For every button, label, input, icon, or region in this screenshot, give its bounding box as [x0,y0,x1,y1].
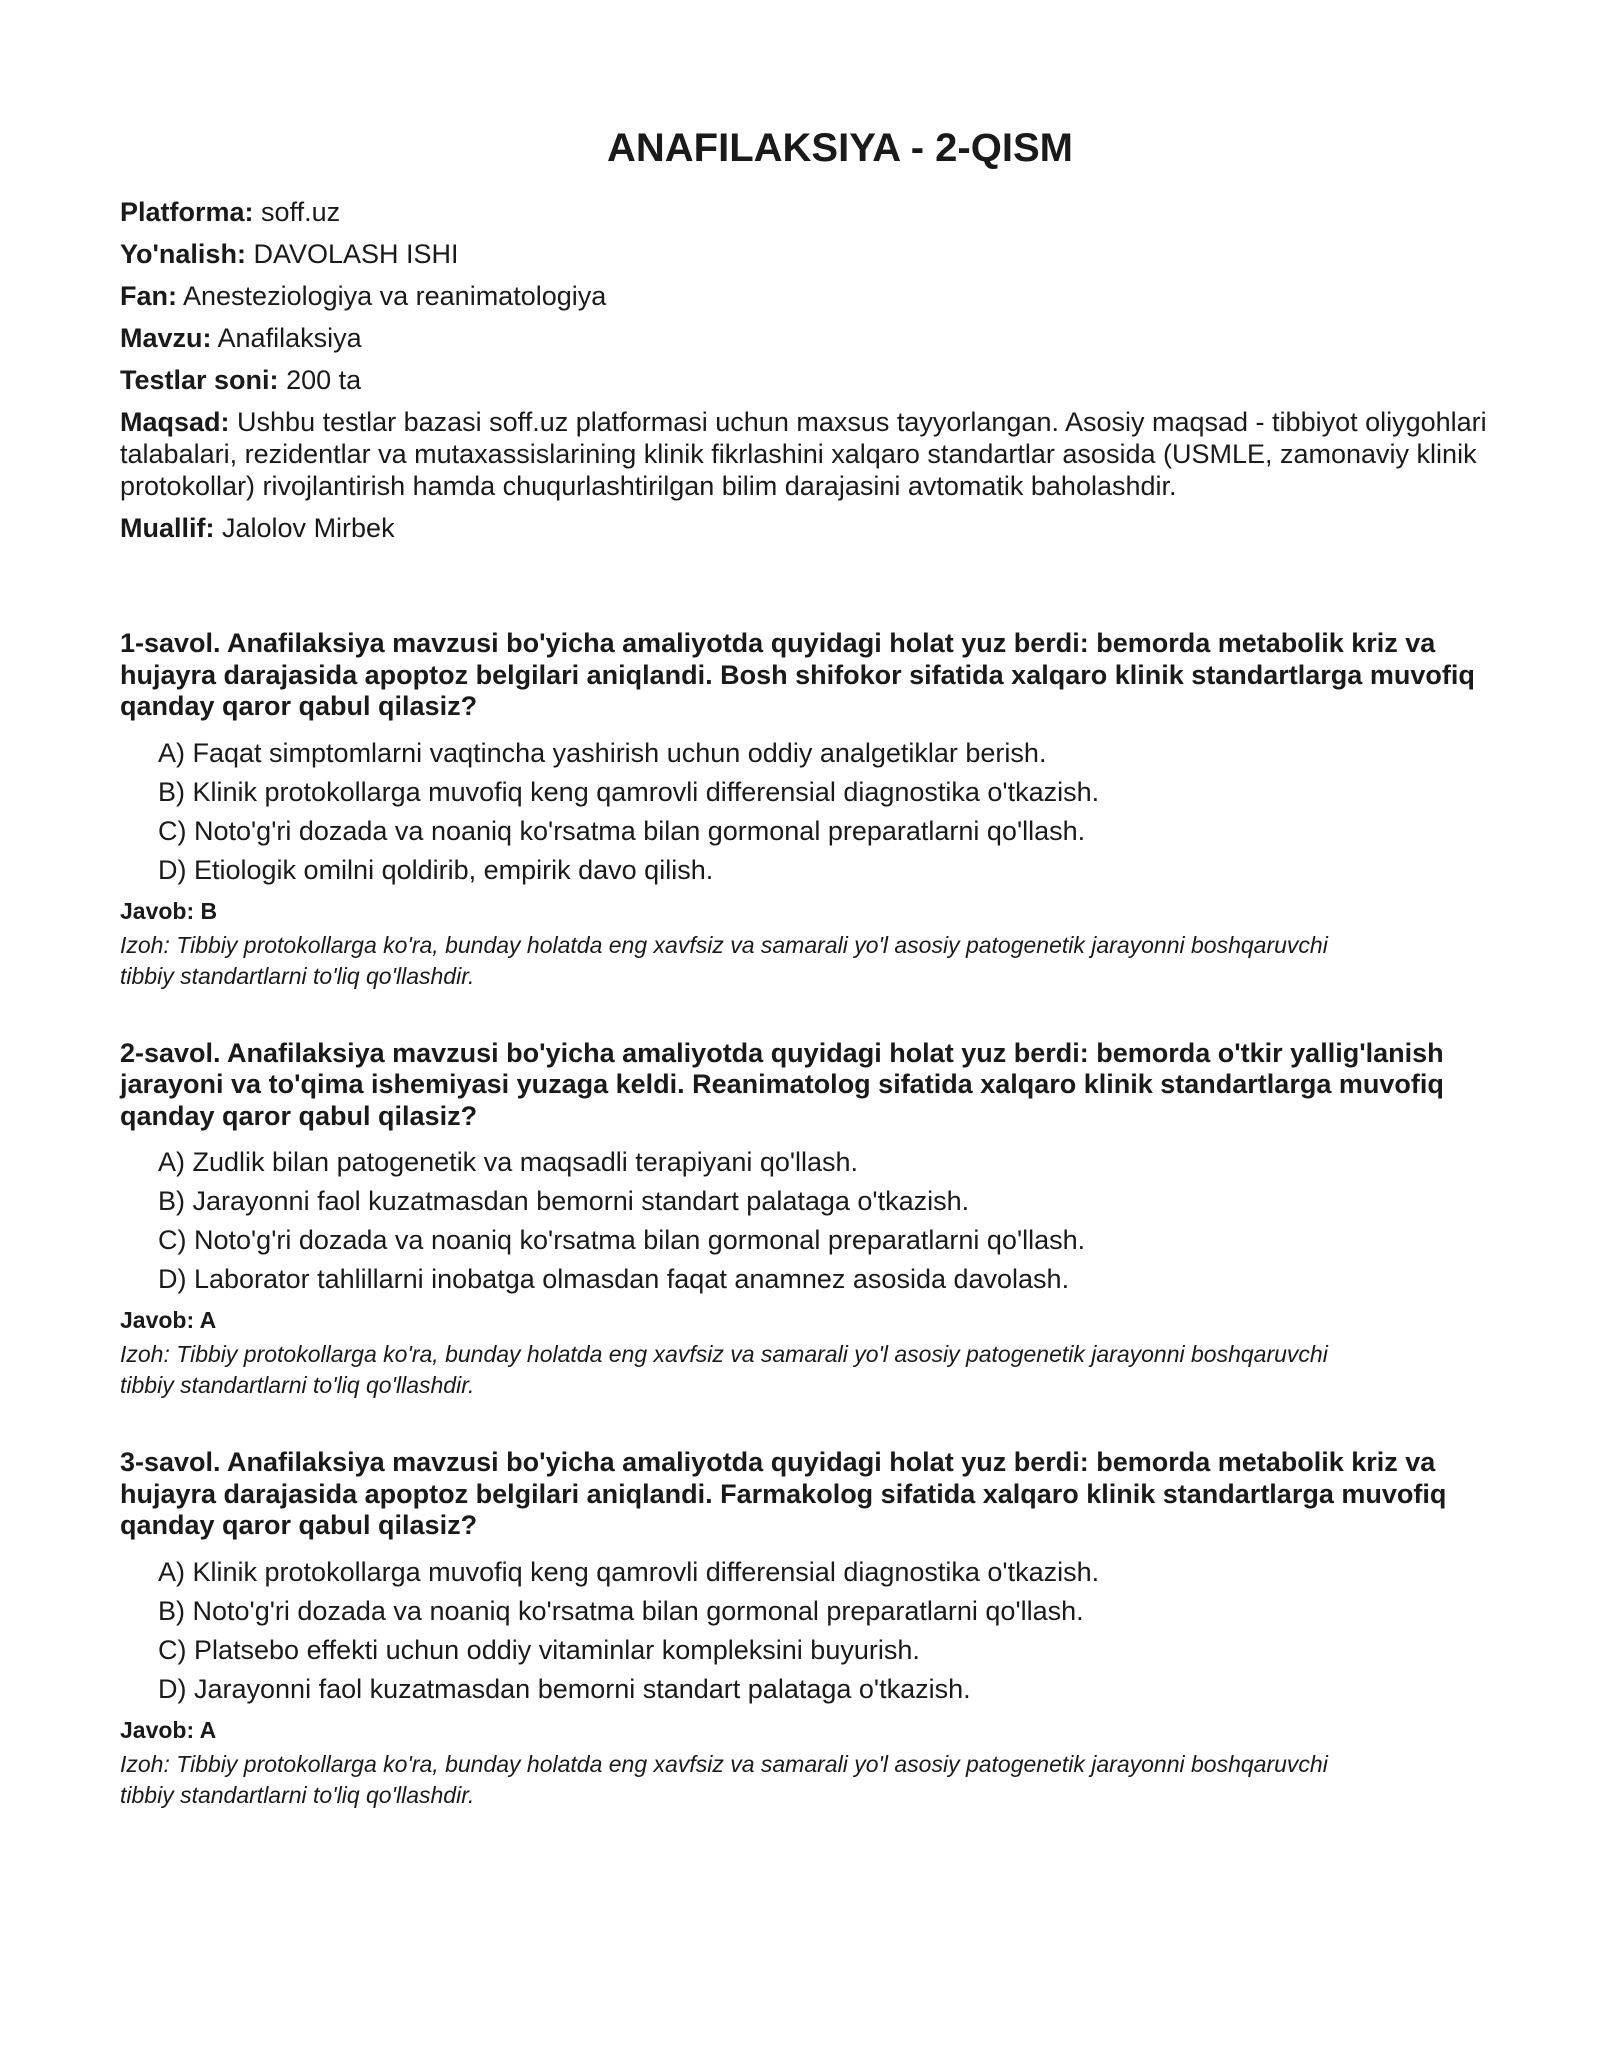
meta-author [120,512,1490,544]
option-a: A) Zudlik bilan patogenetik va maqsadli terapiyani qo'llash. [158,1147,859,1177]
correct-answer: Javob: B [120,897,218,924]
question-2 [120,1038,1490,1402]
question-list [120,628,1490,1811]
meta-value: DAVOLASH ISHI [253,239,459,269]
meta-label: Platforma: [120,197,254,227]
meta-value: 200 ta [286,365,362,395]
answer-explanation: Izoh: Tibbiy protokollarga ko'ra, bunday holatda eng xavfsiz va samarali yo'l asosiy patogenetik jarayonni boshqaruvchi tibbiy standartlarni to'liq qo'llashdir. [120,931,1328,989]
meta-label: Fan: [120,281,177,311]
question-1 [120,628,1490,992]
answer-explanation: Izoh: Tibbiy protokollarga ko'ra, bunday holatda eng xavfsiz va samarali yo'l asosiy patogenetik jarayonni boshqaruvchi tibbiy standartlarni to'liq qo'llashdir. [120,1341,1328,1398]
meta-label: Mavzu: [120,323,212,353]
option-d: D) Etiologik omilni qoldirib, empirik davo qilish. [158,854,714,885]
meta-label: Maqsad: [120,407,230,437]
answer-options [120,1556,1490,1705]
answer-explanation: Izoh: Tibbiy protokollarga ko'ra, bunday holatda eng xavfsiz va samarali yo'l asosiy patogenetik jarayonni boshqaruvchi tibbiy standartlarni to'liq qo'llashdir. [120,1750,1328,1808]
correct-answer: Javob: A [120,1716,217,1743]
option-a: A) Faqat simptomlarni vaqtincha yashirish uchun oddiy analgetiklar berish. [158,737,1047,768]
meta-topic [120,322,1490,354]
meta-value: soff.uz [261,197,341,227]
question-text: 3-savol. Anafilaksiya mavzusi bo'yicha amaliyotda quyidagi holat yuz berdi: bemorda metabolik kriz va hujayra darajasida apoptoz belgilari aniqlandi. Farmakolog sifatida xalqaro klinik standartlarga muvofiq qanday qaror qabul qilasiz? [120,1447,1447,1540]
meta-purpose [120,406,1490,502]
meta-value: Jalolov Mirbek [222,513,395,543]
question-3 [120,1447,1490,1811]
option-d: D) Jarayonni faol kuzatmasdan bemorni standart palataga o'tkazish. [158,1673,971,1704]
option-d: D) Laborator tahlillarni inobatga olmasdan faqat anamnez asosida davolash. [158,1264,1070,1294]
meta-value: Anafilaksiya [217,323,362,353]
meta-direction [120,238,1490,270]
document-meta [120,196,1490,544]
meta-platform [120,196,1490,228]
correct-answer: Javob: A [120,1307,217,1333]
answer-options [120,737,1490,886]
question-text: 1-savol. Anafilaksiya mavzusi bo'yicha amaliyotda quyidagi holat yuz berdi: bemorda metabolik kriz va hujayra darajasida apoptoz belgilari aniqlandi. Bosh shifokor sifatida xalqaro klinik standartlarga muvofiq qanday qaror qabul qilasiz? [120,628,1475,721]
document-title: ANAFILAKSIYA - 2-QISM [607,126,1073,170]
meta-label: Muallif: [120,513,215,543]
option-b: B) Noto'g'ri dozada va noaniq ko'rsatma bilan gormonal preparatlarni qo'llash. [158,1595,1084,1626]
question-text: 2-savol. Anafilaksiya mavzusi bo'yicha amaliyotda quyidagi holat yuz berdi: bemorda o'tkir yallig'lanish jarayoni va to'qima ishemiyasi yuzaga keldi. Reanimatolog sifatida xalqaro klinik standartlarga muvofiq qanday qaror qabul qilasiz? [120,1037,1444,1131]
answer-options [120,1146,1490,1295]
option-c: C) Noto'g'ri dozada va noaniq ko'rsatma bilan gormonal preparatlarni qo'llash. [158,815,1086,846]
meta-label: Testlar soni: [120,365,279,395]
option-b: B) Klinik protokollarga muvofiq keng qamrovli differensial diagnostika o'tkazish. [158,776,1100,807]
meta-label: Yo'nalish: [120,239,246,269]
option-c: C) Platsebo effekti uchun oddiy vitaminlar kompleksini buyurish. [158,1634,920,1665]
option-b: B) Jarayonni faol kuzatmasdan bemorni standart palataga o'tkazish. [158,1186,970,1216]
document-page [120,118,1490,1857]
meta-value: Ushbu testlar bazasi soff.uz platformasi uchun maxsus tayyorlangan. Asosiy maqsad - tibbiyot oliygohlari talabalari, rezidentlar va mutaxassislarining klinik fikrlashini xalqaro standartlar asosida (USMLE, zamonaviy klinik protokollar) rivojlantirish hamda chuqurlashtirilgan bilim darajasini avtomatik baholashdir. [120,407,1487,501]
option-c: C) Noto'g'ri dozada va noaniq ko'rsatma bilan gormonal preparatlarni qo'llash. [158,1225,1086,1255]
option-a: A) Klinik protokollarga muvofiq keng qamrovli differensial diagnostika o'tkazish. [158,1556,1100,1587]
meta-value: Anesteziologiya va reanimatologiya [183,281,607,311]
meta-test-count [120,364,1490,396]
meta-subject [120,280,1490,312]
